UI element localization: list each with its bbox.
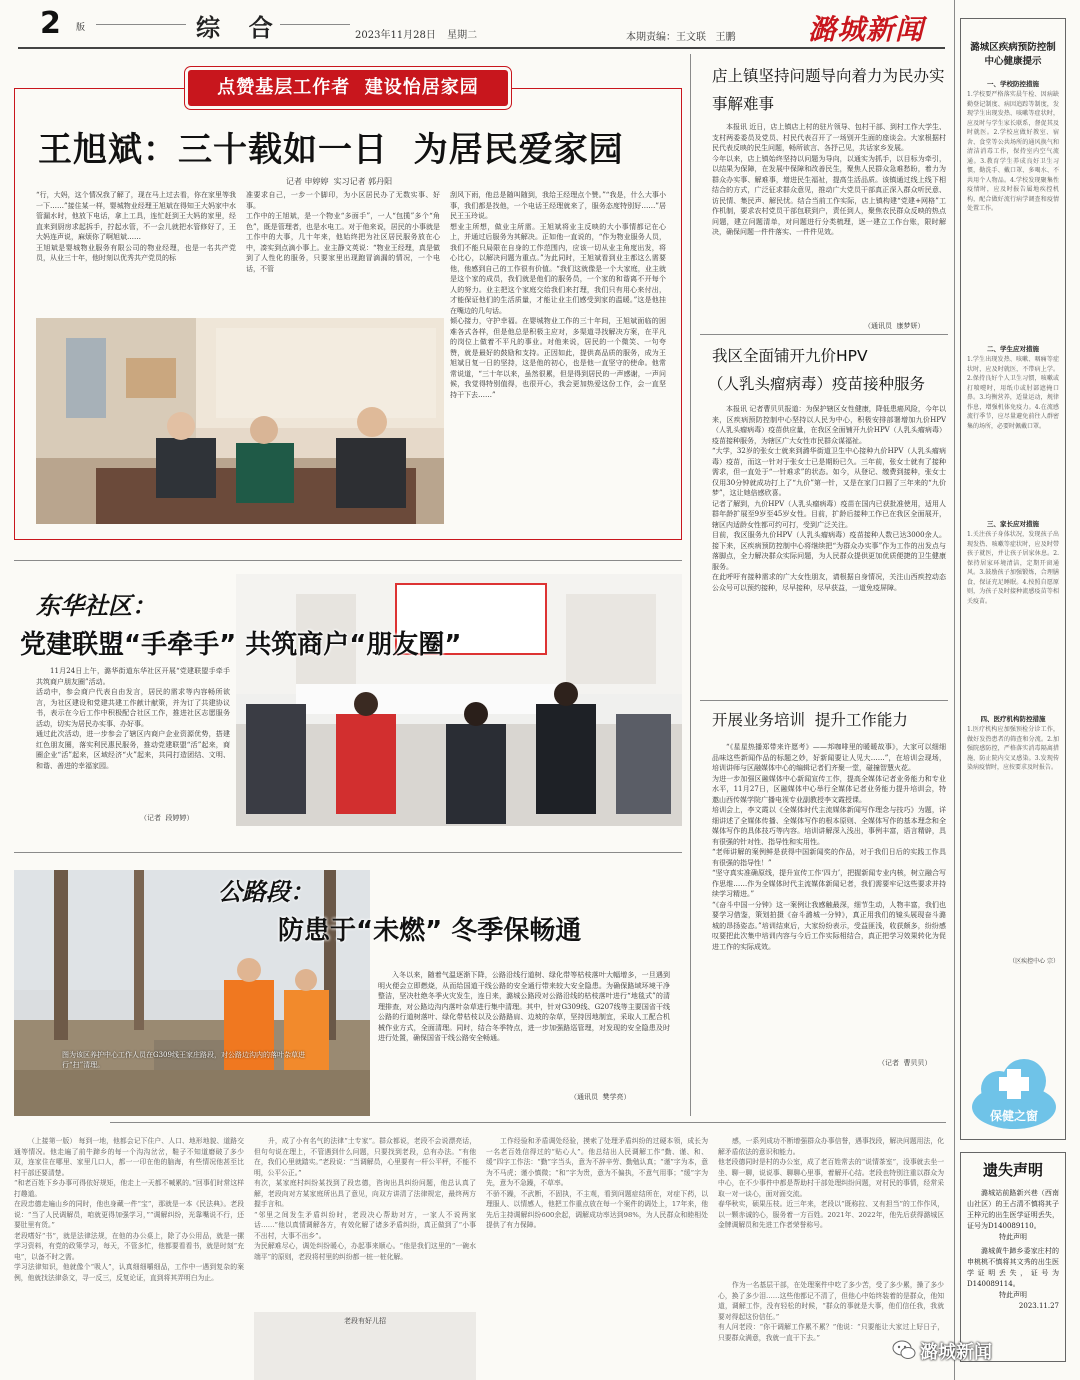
masthead-bottom-rule — [18, 47, 945, 49]
divider-vertical-sidebar — [954, 0, 955, 1380]
article3-title: 防患于“未燃” 冬季保畅通 — [278, 916, 582, 946]
lost-notice-1: 潞城站前路新兴巷（西南山社区）的王占清不慎将其子王梓元的出生医学证明丢失，证号为D140089110。 — [967, 1189, 1059, 1230]
page-number: 2 — [40, 6, 61, 41]
health-tip-text: 1.学生出现发热、咳嗽、咽痛等症状时，应及时就医，不带病上学。2.保持良好个人卫生习惯，咳嗽或打喷嚏时，用纸巾或肘部遮掩口鼻。3.均衡营养，适量运动，规律作息，增强机体免疫力。4.在流感流行季节，应尽量避免前往人群密集的场所，必要时佩戴口罩。 — [967, 356, 1059, 430]
article1-photo-illustration — [36, 318, 444, 524]
article4-credit: （通讯员 康梦妍） — [864, 322, 925, 330]
article2-body: 11月24日上午，潞华街道东华社区开展“党建联盟手牵手 共筑商户朋友圈”活动。 活动中，参会商户代表自由发言，居民的需求等内容畅所欲言，为社区建设和党建共建工作献计献策，并为订了共建协议书，表示在今后工作中积极配合社区工作，推进社区志愿服务活动，切实为居民办实事、办好事。 通过此次活动，进一步参会了辖区内商户企业资源优势，搭建红色朋友圈，落实利民惠民服务，推动党建联盟“活”起来，商圈企业“活”起来，区域经济“火”起来，共同打造团结、文明、和谐、善进的幸福家园。 — [36, 667, 230, 770]
health-badge — [969, 1049, 1059, 1133]
health-tip-text: 1.学校要严格落实晨午检、因病缺勤登记制度、病因追踪等制度，发现学生出现发热、咳嗽等症状时，应及时与学生家长联系，督促其及时就医。2.学校应做好教室、宿舍、食堂等公共场所的通风换气和清洁消毒工作，保持室内空气流通。3.教育学生养成良好卫生习惯，勤洗手、戴口罩、多喝水、不共用个人物品。4.学校发现聚集性疫情时，应及时报告属地疾控机构，配合做好流行病学调查和疫情处置工作。 — [967, 91, 1059, 212]
lost-notice-date: 2023.11.27 — [1018, 1302, 1059, 1310]
divider-a5 — [700, 334, 948, 335]
article1-title: 王旭斌：三十载如一日 为居民爱家园 — [38, 130, 624, 170]
article1-col3: 刮风下雨，他总是随叫随到，我给王经理点个赞。”“我是，什么大事小事，我们都是找他，一个电话王经理就来了，服务态度特别好……”居民王玉玲说。 想业主所想，做业主所需。王旭斌将业主反映的大小事情都记在心上，并通过后服务为其解决。正如他一直说的，“作为物业服务人员，我们不能只局限在自身的工作范围内，应该一切从业主角度出发，将心比心，以解决问题为重点。”为此同时，王旭斌看到业主都这么需要他，他感到自己的工作很有价值。“我们这就像是一个大家庭，业主就是这个家的成员，我们就是他们的服务员，一个家的和谐离不开每个人的努力。业主把这个家庭交给我们来打理，我们只有用心来付出，才能保证他们的生活质量，才能让业主们感受到家的温暖。”这是他挂在嘴边的几句话。 倾心接力，守护幸福。在婴城物业工作的三十年间，王旭斌面临的困难各式各样，但是他总是积极主应对，多渠道寻找解决方案，在平凡的岗位上做着不平凡的事业。对他来说，居民的一个微笑、一句夸赞，就是最好的鼓励和支持。正因如此，提供高品质的服务，成为王旭斌日复一日的坚持，这是他的初心，也是他一直坚守的使命。他常常说道，“三十年以来，虽然很累，但是得到居民的一声感谢，一声问候，我觉得特别值得，也很开心，我会更加热爱这份工作，会一直坚持干下去……” — [450, 191, 666, 399]
continuation-photo-caption: 老段有好儿招 — [344, 1317, 386, 1325]
issue-date: 2023年11月28日 — [355, 30, 436, 41]
article3-kicker: 公路段： — [218, 878, 314, 906]
lost-notice-2: 潞城黄牛蹄乡委家庄村的申桃桃不慎将其文秀的出生医学证明丢失，证号为D140089114。 — [967, 1247, 1059, 1288]
article2-credit: （记者 段婷婷） — [140, 814, 194, 822]
article1-byline: 记者 申婷婷 实习记者 郭丹阳 — [286, 177, 393, 186]
article3-photo — [14, 870, 370, 1116]
health-tip-heading: 二、学生应对措施 — [987, 345, 1039, 353]
article1-col1: “行，大妈，这个情况我了解了，现在马上过去看，你在家里等我一下……”接住某一样，婴城物业经理王旭斌在得知王大妈家中水管漏水时，他放下电话，拿上工具，连忙赶到王大妈的家里，经直来到厨房求起拆手，拧起水管，不一会儿就把水管修好了，王大妈连声说，麻烦你了啊旭斌…… 王旭斌是婴城物业服务有限公司的物业经理，也是一名共产党员，从业三十年，他时刻以优秀共产党员的标 — [36, 191, 236, 262]
health-tip-heading: 四、医疗机构防控措施 — [980, 715, 1046, 723]
health-tip-sign: （区疾控中心 宗） — [1009, 958, 1059, 965]
date-line — [355, 26, 477, 41]
feature-banner — [188, 70, 508, 106]
lost-notice-1-end: 特此声明 — [999, 1233, 1027, 1241]
newspaper-logo: 潞城新闻 — [808, 13, 925, 46]
wechat-icon — [892, 1338, 916, 1362]
lost-notice-box — [960, 1152, 1066, 1362]
issue-weekday: 星期二 — [447, 30, 478, 41]
article2-title: 党建联盟“手牵手” 共筑商户“朋友圈” — [20, 630, 462, 660]
masthead — [0, 0, 1080, 48]
continuation-photo — [254, 1312, 476, 1380]
article2-kicker: 东华社区： — [36, 592, 156, 620]
continuation-col4: 感，一系列成功不断增强群众办事信誉，遇事找段，解决问题用法，化解矛盾依法的意识和能力。 他老段德同时是村的办公室，成了老百姓常去的“说情茶室”，没事就去坐一坐、聊一聊，说说事、聊聊心里事，着解开心结。老段也特别注重以群众为中心，在不少事件中都是帮助村干部处理纠纷问题，对村民的事情，经常采取一对一谈心，面对面交流。 春华秋实，硕果压枝。近三年来，老段以“既称拉、又有担当”的工作作风，以一颗赤诚的心，服务着一方百姓。2021年、2022年，他先后获得潞城区金牌调解员和先进工作者荣誉称号。 — [718, 1137, 944, 1229]
continuation-col5: 作为一名基层干部，在处理案件中吃了多少苦，受了多少累，操了多少心，换了多少泪……这些他都记不清了，但他心中始终装着的是群众，他知道，调解工作，没有轻松的时候，“群众的事就是大事，他们信任我，我就要对得起这份信任。” 有人问老段：“你干调解工作累不累？”他说：“只要能让大家过上好日子，只要群众满意，我就一直干下去。” — [718, 1281, 944, 1342]
editors: 本期责编：王文联 王鹏 — [626, 32, 736, 43]
health-tip-title: 潞城区疾病预防控制中心健康提示 — [970, 42, 1056, 67]
health-tip-section — [967, 519, 1059, 710]
health-tip-section — [967, 714, 1059, 955]
watermark-text: 潞城新闻 — [920, 1342, 992, 1363]
article1-photo — [36, 318, 444, 524]
health-tip-heading: 一、学校防控措施 — [987, 80, 1039, 88]
article6-title: 开展业务培训 提升工作能力 — [712, 711, 908, 729]
masthead-line-left — [96, 24, 186, 25]
divider-a3 — [14, 852, 682, 853]
wechat-watermark — [892, 1336, 1042, 1366]
health-tip-sections — [961, 79, 1065, 968]
article2-photo — [236, 574, 682, 826]
health-tip-text: 1.关注孩子身体状况，发现孩子出现发热、咳嗽等症状时，应及时带孩子就医，并让孩子居家休息。2.保持居家环境清洁，定期开窗通风。3.鼓励孩子加强锻炼，合理膳食，保证充足睡眠。4.按照自愿原则，为孩子及时接种流感疫苗等相关疫苗。 — [967, 531, 1059, 605]
article2-photo-illustration — [236, 574, 682, 826]
feature-banner-label: 点赞基层工作者 建设怡居家园 — [217, 77, 479, 98]
lost-notice-2-end: 特此声明 — [999, 1291, 1027, 1299]
health-badge-label: 保健之窗 — [989, 1109, 1038, 1123]
section-name: 综 合 — [196, 14, 277, 42]
health-tip-box — [960, 18, 1066, 1140]
health-tip-section — [967, 344, 1059, 515]
article5-title-line2: （人乳头瘤病毒）疫苗接种服务 — [708, 375, 926, 393]
article3-caption: 图为该区养护中心工作人员在G309线王家庄路段，对公路边沟内的落叶杂草进行“扫”清理。 — [62, 1051, 305, 1069]
health-tip-text: 1.医疗机构应加强预检分诊工作，做好发热患者的筛查和分流。2.加强院感防控，严格落实消毒隔离措施，防止院内交叉感染。3.发现传染病疫情时，应按要求及时报告。 — [967, 726, 1059, 771]
health-tip-heading: 三、家长应对措施 — [987, 520, 1039, 528]
divider-continuation — [110, 1122, 946, 1123]
article5-body: 本报讯 记者曹贝贝报道：为保护辖区女性健康，降低患癌风险，今年以来，区疾病预防控制中心坚持以人民为中心，积极安排部署增加九价HPV（人乳头瘤病毒）疫苗供应量，在我区全面铺开九价HPV（人乳头瘤病毒）疫苗接种服务，为辖区广大女性市民群众谋福祉。 “大学，32岁的张女士就来到潞华街道卫生中心接种九价HPV（人乳头瘤病毒）疫苗，而这一针对于张女士已是期盼已久。三年前，张女士就有了接种需求，但一直处于“一针难求”的状态。如今，从登记、缴费到接种，张女士仅用30分钟就成功打上了“九价”第一针，又是在家门口圆了三年来的“九价梦”，这让她倍感欣喜。 记者了解到，九价HPV（人乳头瘤病毒）疫苗在国内已获批准使用，适用人群年龄扩展至9岁至45岁女性。目前，扩龄后接种工作已在我区全面展开，辖区内适龄女性都可约可打，受到广泛关注。 目前，我区服务九价HPV（人乳头瘤病毒）疫苗接种人数已达3000余人。接下来，区疾病预防控制中心将继续把“为群众办实事”作为工作的出发点与落脚点，全力解决群众实际问题，为人民群众提供更加优质便捷的卫生健康服务。 在此呼吁有接种需求的广大女性朋友，请根据自身情况，关注山西疾控动态公众号可以预约接种，尽早接种，尽早获益，一道免疫屏障。 — [712, 405, 946, 592]
article3-body: 入冬以来，随着气温逐渐下降，公路沿线行道树、绿化带等枯枝落叶大幅增多，一旦遇到明火便会立即燃烧，从而给国道干线公路的安全通行带来较大安全隐患。为确保路域环境干净整洁，坚决杜绝冬季火灾发生，连日来，潞城公路段对公路沿线的枯枝落叶进行“地毯式”的清理排查，对公路边沟内落叶杂草进行集中清理。其中，针对G309线、G207线等主要国省干线公路的行道树落叶、绿化带枯枝以及公路路肩、边坡的杂草，坚持因地制宜，采取人工配合机械作业方式，全面清理。同时，结合冬季特点，进一步加强路巡管理，对发现的安全隐患及时进行处置，确保国省干线公路安全畅通。 — [378, 971, 670, 1042]
health-tip-section — [967, 79, 1059, 340]
continuation-col2: 升，成了小有名气的法律“土专家”。群众都说，老段不会说漂亮话，但句句说在理上，不管遇到什么问题，只要找到老段，总有办法。“有他在，我们心里就踏实。”老段说：“当调解员，心里要有一杆公平秤，不能不明，公平公正。” 有次，某家庭村纠纷某找到了段忠德，咨询出具纠纷问题，他总认真了解，老段向对方某家庭所出具了意见，向双方讲清了法律规定，最终两方握手言和。 “邻里之间发生矛盾纠纷时，老段决心帮助对方，一家人不说两家话……”他以真情调解各方，有效化解了诸多矛盾纠纷，真正做到了“小事不出村，大事不出乡”。 为民解难尽心，调处纠纷暖心，办起事来顺心。“他是我们这里的“一碗水端平”的原则，老段将村里的纠纷都一桩一桩化解。 — [254, 1137, 476, 1261]
divider-a2 — [14, 560, 682, 561]
article3-photo-illustration — [14, 870, 370, 1116]
article3-credit: （通讯员 樊学亮） — [570, 1093, 631, 1101]
article4-body: 本报讯 近日，店上镇店上村的驻片领导、包村干部、到村工作大学生、支村两委委员及党员、村民代表召开了一场别开生面的座谈会。大家根据村民代表反映的民生问题，畅所欲言、各抒己见，共话家乡发展。 今年以来，店上镇始终坚持以问题为导向，以通实为抓手，以目标为牵引，以结果为保障，在发展中保障和改善民生，聚焦人民群众急难愁盼，着力为群众办实事、解难事，增进民生福祉，提高生活品质。该镇通过线上线下相结合的方式，广泛征求群众意见，推动广大党员干部真正深入群众听民意、访民情、集民声、解民忧。结合当前工作实际，店上镇构建“党建+网格”工作机制，要求农村党员干部包联到户，责任到人，聚焦农民群众反映的热点问题，建立问题清单，对问题进行分类梳理，逐一建立工作台账，限时解决，确保问题一件件落实、一件件见效。 — [712, 123, 946, 236]
divider-vertical-main — [690, 54, 691, 1116]
article4-title: 店上镇坚持问题导向着力为民办实事解难事 — [712, 67, 945, 113]
article6-credit: （记者 曹贝贝） — [878, 1059, 932, 1067]
continuation-col1: （上接第一版） 每到一地，他都会记下住户、人口、地形地貌、道路交通等情况。他走遍了前牛蹄乡的每一个沟沟岔岔，鞋子不知道磨破了多少双，连家住在哪里、家里几口人，都一一印在他的脑海，有些情况他甚至比村干部还要清楚。 “和老百姓下乡办事可得依好规矩，他走上一天都不喊累的。”回事们时常这样打趣道。 在段忠德走遍山乡的同时，他也身藏一件“宝”，那就是一本《民法典》。老段说：“当了人民调解员，咱就更得加强学习，”“调解纠纷，光靠嘴说不行，还要肚里有货。” 老段嗜好“书”，就是法律法规，在他的办公桌上，除了办公用品，就是一摞学习资料，有党的政策学习，每天，不管多忙，他都要看看书，就是时刻“充电”，以备不时之需。 学习法律知识，他就像个“吸人”，认真细细嚼细品，工作中一遇到复杂的案例，他就找法律条文，寻一反三，反复论证，直到将其弄明白为止。 — [14, 1137, 244, 1282]
divider-a6 — [700, 700, 948, 701]
continuation-col3: 工作经验和矛盾调处经验，摸索了处理矛盾纠纷的过硬本领，成长为一名老百姓信得过的“贴心人”。他总结出人民调解工作“勤、谨、和、缓”四字工作法：“勤”字当头，意为不辞辛劳、勤勉认真；“谨”字为本，意为不马虎；谨小慎微；“和”字为贵，意为不偏执，不意气用事；“缓”字为先，意为不急躁，不草率。 不骄不躁，不武断，不固执，不主观，看到问题症结所在，对症下药，以理服人、以情感人，他把工作重点放在每一个案件的调处上，17年来，他先后主持调解纠纷600余起，调解成功率达到98%，为人民群众和睦相处提供了有力保障。 — [486, 1137, 708, 1229]
lost-notice-title: 遗失声明 — [982, 1161, 1043, 1179]
page-unit: 版 — [76, 23, 86, 33]
article5-title-line1: 我区全面铺开九价HPV — [712, 347, 868, 365]
article6-body: “《星星热播郑带来许愿考》——邦咖啡里的暖暖故事》，大家可以细细品味这些新闻作品的标题之妙，好新闻要让人见大……”，在培训会现场，培训讲师与区融媒体中心的编辑记者们齐聚一堂，碰撞智慧火花。 为进一步加强区融媒体中心新闻宣传工作，提高全媒体记者业务能力和专业水平，11月27日，区融媒体中心举行全媒体记者业务能力提升培训会，特邀山西传媒学院广播电视专业副教授李文霞授课。 培训会上，李文霞以《全媒体时代主流媒体新闻写作理念与技巧》为题，详细讲述了全媒体传播、全媒体写作的根本原则、全媒体写作的基本理念和全媒体写作的具体技巧等内容。培训讲解深入浅出，事例丰富，语言精辟，具有很强的针对性、指导性和实用性。 “老师讲解的案例鲜是获得中国新闻奖的作品，对于我们日后的实践工作具有很强的指导性！” “坚守真实准确原线，提升宣传工作‘四力’，把握新闻专业内核，树立融合写作思维……作为全媒体时代主流媒体新闻记者，我们需要牢记这些要求并持续学习精进。” “《奋斗中国一分钟》这一案例让我感触最深，细节生动，人物丰富，我们也要学习借鉴，策划拍摄《奋斗潞城一分钟》，真正用我们的镜头展现奋斗潞城的昂扬姿态。”培训结束后，大家纷纷表示，受益匪浅，收获颇多，纷纷感叹要把此次集中培训内容与今后工作实际相结合，真正把学习效果转化为促进工作的实际成效。 — [712, 743, 946, 951]
masthead-line-mid — [280, 24, 350, 25]
article1-col2: 准要求自己，一步一个脚印，为小区居民办了无数实事、好事。 工作中的王旭斌，是一个物业“多面手”，一人“包揽”多个“角色”，既是管理者，也是水电工。对于他来说，居民的小事就是工作中的大事，几十年来，他始终把为社区居民服务放在心中，凑实到点滴小事上。业主静文英说：“物业王经理，真是做到了人性化的服务，只要家里出现跑冒滴漏的情况，一个电话，不管 — [246, 191, 440, 273]
